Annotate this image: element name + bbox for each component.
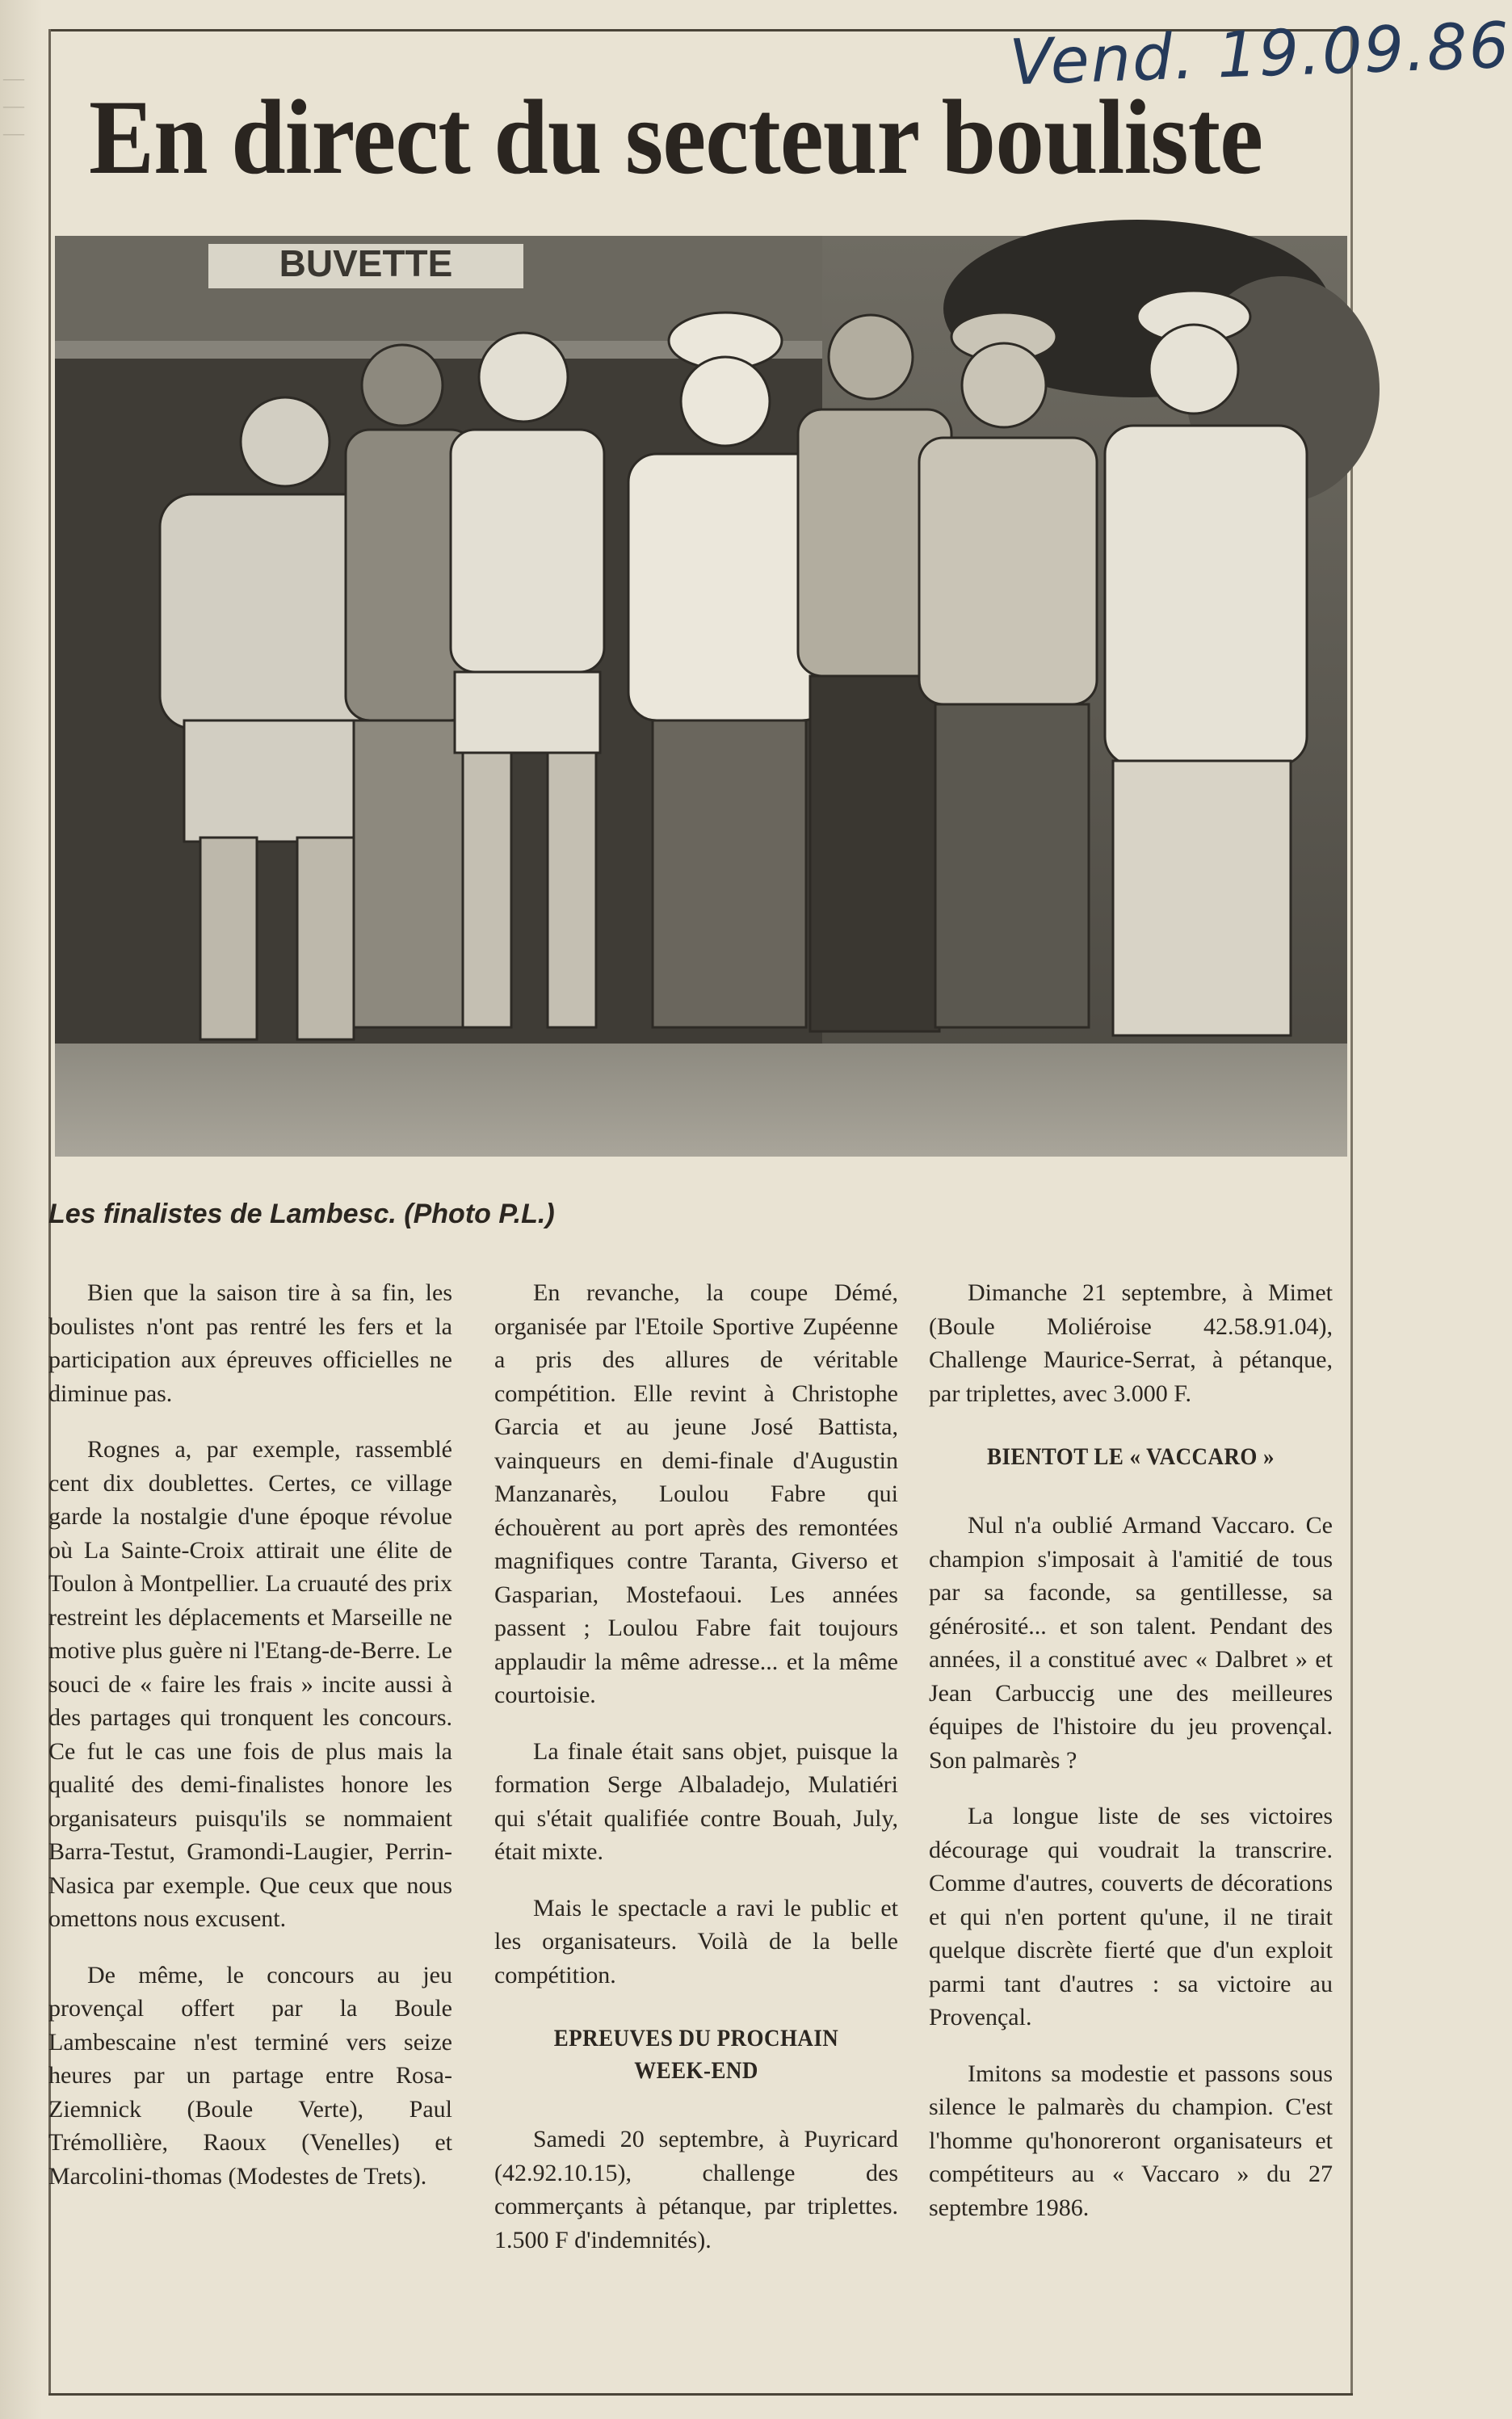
article-column-3 xyxy=(929,1276,1333,2247)
section-heading-next-weekend: EPREUVES DU PROCHAIN WEEK-END xyxy=(553,2025,839,2084)
paragraph: La finale était sans objet, puisque la formation Serge Albaladejo, Mulatiéri qui s'était qualifiée contre Bouah, July, était mixte. xyxy=(494,1737,898,1865)
paragraph: Bien que la saison tire à sa fin, les boulistes n'ont pas rentré les fers et la participation aux épreuves officielles ne diminue pas. xyxy=(48,1279,452,1407)
article-headline: En direct du secteur bouliste xyxy=(89,78,1263,196)
paragraph: Nul n'a oublié Armand Vaccaro. Ce champion s'imposait à l'amitié de tous par sa faconde, sa gentillesse, sa générosité... et son talent. Pendant des années, il a constitué avec « Dalbret » et Jean Carbuccig une des meilleures équipes de l'histoire du jeu provençal. Son palmarès ? xyxy=(929,1512,1333,1774)
paragraph: En revanche, la coupe Démé, organisée par l'Etoile Sportive Zupéenne a pris des allures de véritable compétition. Elle revint à Christophe Garcia et au jeune José Battista, vainqueurs en demi-finale d'Augustin Manzanarès, Loulou Fabre qui échouèrent au port après des remontées magnifiques contre Taranta, Giverso et Gasparian, Mostefaoui. Les années passent ; Loulou Fabre fait toujours applaudir la même adresse... et la même courtoisie. xyxy=(494,1279,898,1708)
paragraph: Mais le spectacle a ravi le public et les organisateurs. Voilà de la belle compétition. xyxy=(494,1894,898,1989)
article-column-2 xyxy=(494,1276,898,2279)
section-heading-vaccaro: BIENTOT LE « VACCARO » xyxy=(986,1443,1275,1470)
paragraph: Samedi 20 septembre, à Puyricard (42.92.10.15), challenge des commerçants à pétanque, par triplettes. 1.500 F d'indemnités). xyxy=(494,2126,898,2253)
buvette-sign: BUVETTE xyxy=(279,242,453,284)
clipping-border-bottom xyxy=(48,2393,1353,2396)
paragraph: Dimanche 21 septembre, à Mimet (Boule Moliéroise 42.58.91.04), Challenge Maurice-Serrat, à pétanque, par triplettes, avec 3.000 F. xyxy=(929,1279,1333,1407)
paragraph: La longue liste de ses victoires décourage qui voudrait la transcrire. Comme d'autres, couverts de décorations et qui n'en portent qu'une, il ne tirait quelque discrète fierté que d'un exploit parmi tant d'autres : sa victoire au Provençal. xyxy=(929,1803,1333,2031)
handwritten-date: Vend. 19.09.86 xyxy=(1008,9,1512,100)
photo-caption: Les finalistes de Lambesc. (Photo P.L.) xyxy=(48,1199,555,1229)
article-photo xyxy=(55,236,1347,1157)
paragraph: Imitons sa modestie et passons sous silence le palmarès du champion. C'est l'homme qu'honoreront organisateurs et compétiteurs au « Vaccaro » du 27 septembre 1986. xyxy=(929,2060,1333,2221)
paragraph: De même, le concours au jeu provençal offert par la Boule Lambescaine n'est terminé vers seize heures par un partage entre Rosa-Ziemnick (Boule Verte), Paul Trémollière, Raoux (Venelles) et Marcolini-thomas (Modestes de Trets). xyxy=(48,1961,452,2190)
photo-of-seven-men-icon xyxy=(55,236,1347,1157)
previous-page-edge: — — — xyxy=(0,0,42,2419)
article-column-1 xyxy=(48,1276,452,2215)
paragraph: Rognes a, par exemple, rassemblé cent dix doublettes. Certes, ce village garde la nostalgie d'une époque révolue où La Sainte-Croix attirait une élite de Toulon à Montpellier. La cruauté des prix restreint les déplacements et Marseille ne motive plus guère ni l'Etang-de-Berre. Le souci de « faire les frais » incite aussi à des partages qui tronquent les concours. Ce fut le cas une fois de plus mais la qualité des demi-finalistes honore les organisateurs puisqu'ils se nommaient Barra-Testut, Gramondi-Laugier, Perrin-Nasica par exemple. Que ceux que nous omettons nous excusent. xyxy=(48,1436,452,1932)
